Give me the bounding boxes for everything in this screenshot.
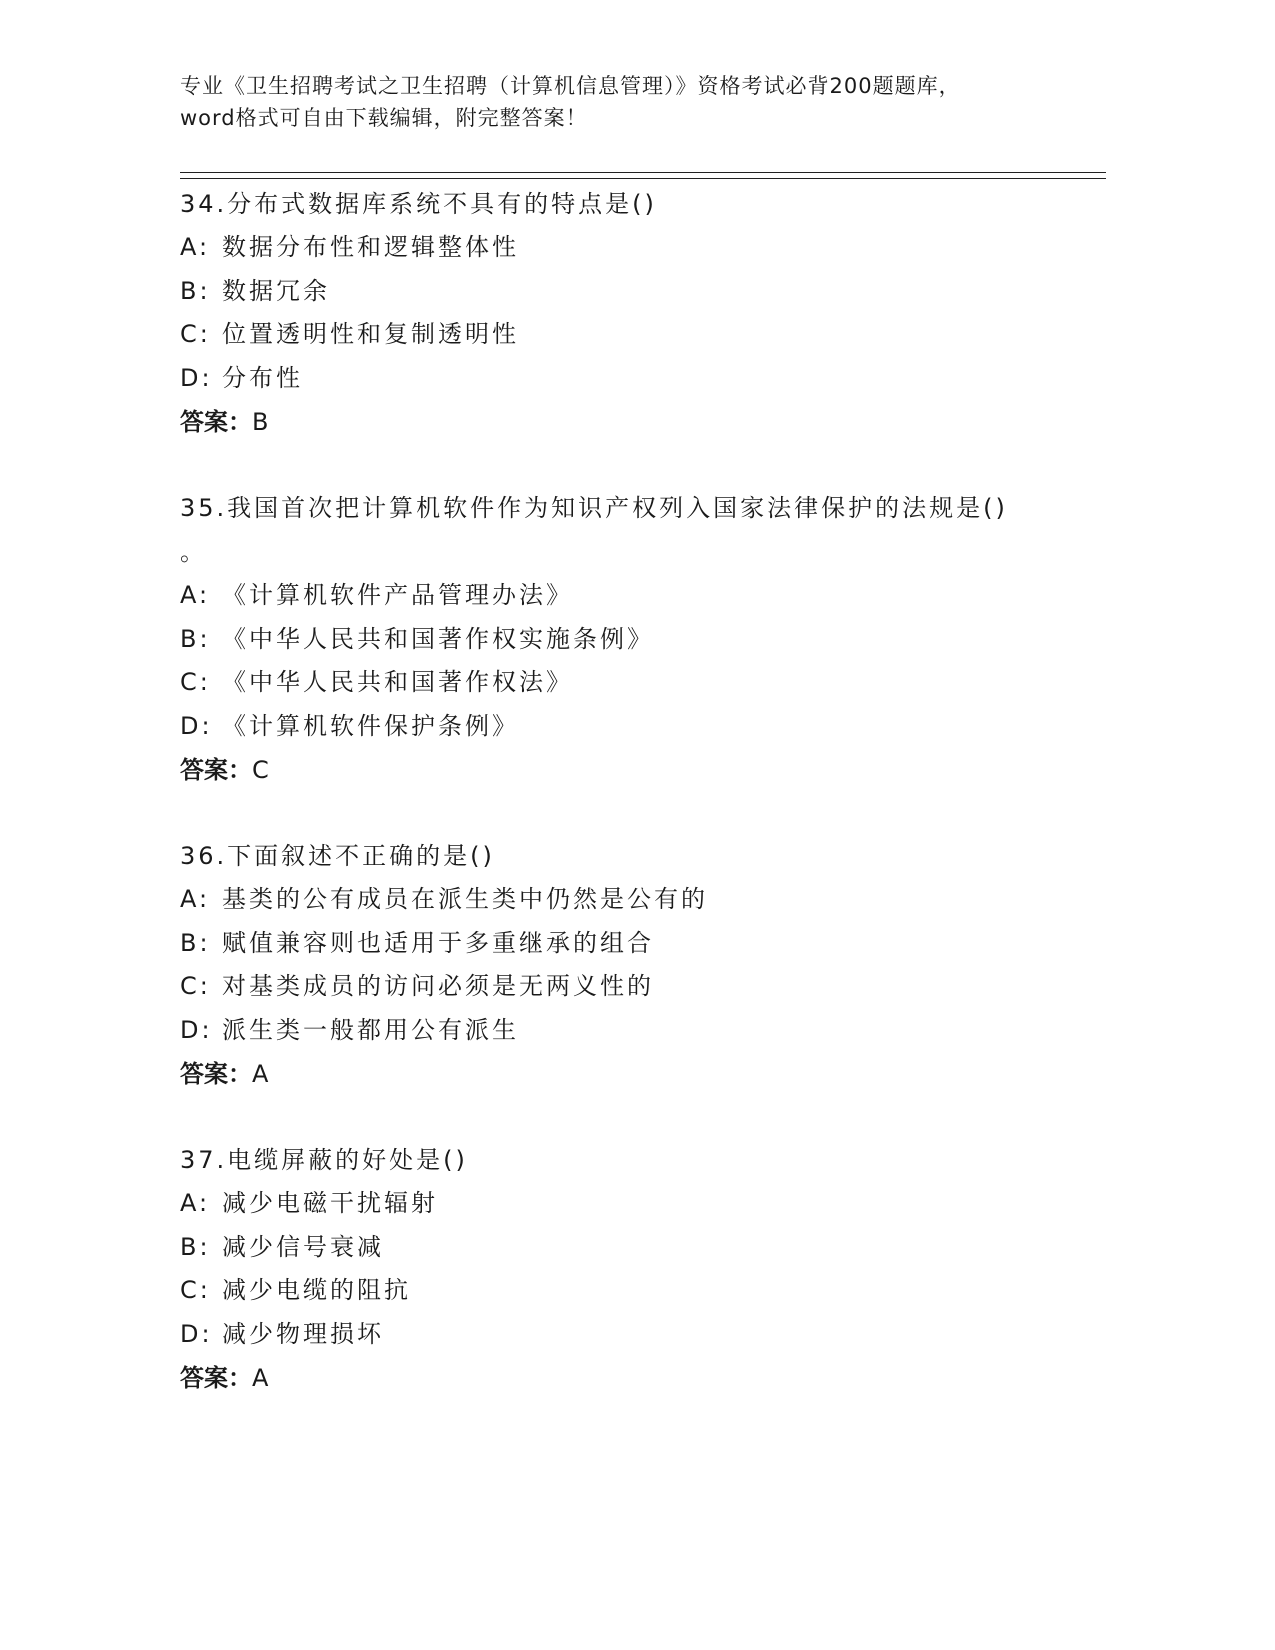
option-letter: A: xyxy=(180,233,211,261)
option-b xyxy=(180,270,1080,314)
option-text: 数据分布性和逻辑整体性 xyxy=(222,233,519,261)
option-text: 《计算机软件产品管理办法》 xyxy=(222,581,573,609)
answer-label: 答案： xyxy=(180,1060,252,1088)
option-letter: D: xyxy=(180,363,213,392)
answer-label: 答案： xyxy=(180,1364,252,1392)
header-divider-top xyxy=(180,172,1106,173)
option-a xyxy=(180,226,1080,270)
option-text: 基类的公有成员在派生类中仍然是公有的 xyxy=(222,885,708,913)
option-c xyxy=(180,313,1080,357)
option-letter: B: xyxy=(180,928,211,957)
option-d xyxy=(180,1009,1080,1053)
option-text: 位置透明性和复制透明性 xyxy=(222,320,519,348)
option-letter: C: xyxy=(180,668,211,696)
option-letter: B: xyxy=(180,624,211,653)
document-header xyxy=(180,70,1080,134)
answer-value: C xyxy=(252,756,269,784)
option-b xyxy=(180,922,1080,966)
option-letter: C: xyxy=(180,1276,211,1304)
option-text: 《中华人民共和国著作权实施条例》 xyxy=(222,624,654,653)
option-letter: A: xyxy=(180,1189,211,1217)
option-text: 减少电磁干扰辐射 xyxy=(222,1189,438,1217)
option-a xyxy=(180,574,1080,618)
option-b xyxy=(180,1226,1080,1270)
option-d xyxy=(180,357,1080,401)
option-text: 减少电缆的阻抗 xyxy=(222,1276,411,1304)
option-a xyxy=(180,878,1080,922)
option-letter: C: xyxy=(180,972,211,1000)
answer-line xyxy=(180,1356,1080,1400)
option-letter: D: xyxy=(180,711,213,740)
option-c xyxy=(180,661,1080,705)
option-a xyxy=(180,1182,1080,1226)
option-letter: A: xyxy=(180,581,211,609)
question-list xyxy=(180,182,1080,1400)
header-title-line-2: word格式可自由下载编辑，附完整答案！ xyxy=(180,106,588,130)
option-letter: B: xyxy=(180,1232,211,1261)
answer-label: 答案： xyxy=(180,408,252,436)
option-text: 《中华人民共和国著作权法》 xyxy=(222,668,573,696)
option-text: 赋值兼容则也适用于多重继承的组合 xyxy=(222,928,654,957)
option-text: 数据冗余 xyxy=(222,276,330,305)
option-text: 减少物理损坏 xyxy=(222,1319,384,1348)
question-34 xyxy=(180,182,1080,444)
answer-value: B xyxy=(252,408,269,436)
question-37 xyxy=(180,1138,1080,1400)
option-letter: C: xyxy=(180,320,211,348)
option-text: 《计算机软件保护条例》 xyxy=(222,711,519,740)
question-stem: 35.我国首次把计算机软件作为知识产权列入国家法律保护的法规是() xyxy=(180,494,1008,522)
question-36 xyxy=(180,834,1080,1096)
option-letter: D: xyxy=(180,1015,213,1044)
question-stem: 34.分布式数据库系统不具有的特点是() xyxy=(180,190,657,218)
option-text: 派生类一般都用公有派生 xyxy=(222,1015,519,1044)
option-d xyxy=(180,1313,1080,1357)
option-text: 分布性 xyxy=(222,363,303,392)
option-text: 减少信号衰减 xyxy=(222,1232,384,1261)
option-b xyxy=(180,618,1080,662)
question-stem-continuation: 。 xyxy=(180,538,207,566)
option-letter: B: xyxy=(180,276,211,305)
question-stem: 36.下面叙述不正确的是() xyxy=(180,842,495,870)
answer-line xyxy=(180,400,1080,444)
header-title-line-1: 专业《卫生招聘考试之卫生招聘（计算机信息管理）》资格考试必背200题题库， xyxy=(180,74,961,98)
question-35 xyxy=(180,486,1080,792)
option-c xyxy=(180,965,1080,1009)
header-divider-bottom xyxy=(180,178,1106,179)
answer-value: A xyxy=(252,1364,269,1392)
answer-line xyxy=(180,748,1080,792)
option-letter: A: xyxy=(180,885,211,913)
option-c xyxy=(180,1269,1080,1313)
answer-label: 答案： xyxy=(180,756,252,784)
answer-value: A xyxy=(252,1060,269,1088)
option-d xyxy=(180,705,1080,749)
question-stem: 37.电缆屏蔽的好处是() xyxy=(180,1146,468,1174)
option-letter: D: xyxy=(180,1319,213,1348)
option-text: 对基类成员的访问必须是无两义性的 xyxy=(222,972,654,1000)
answer-line xyxy=(180,1052,1080,1096)
